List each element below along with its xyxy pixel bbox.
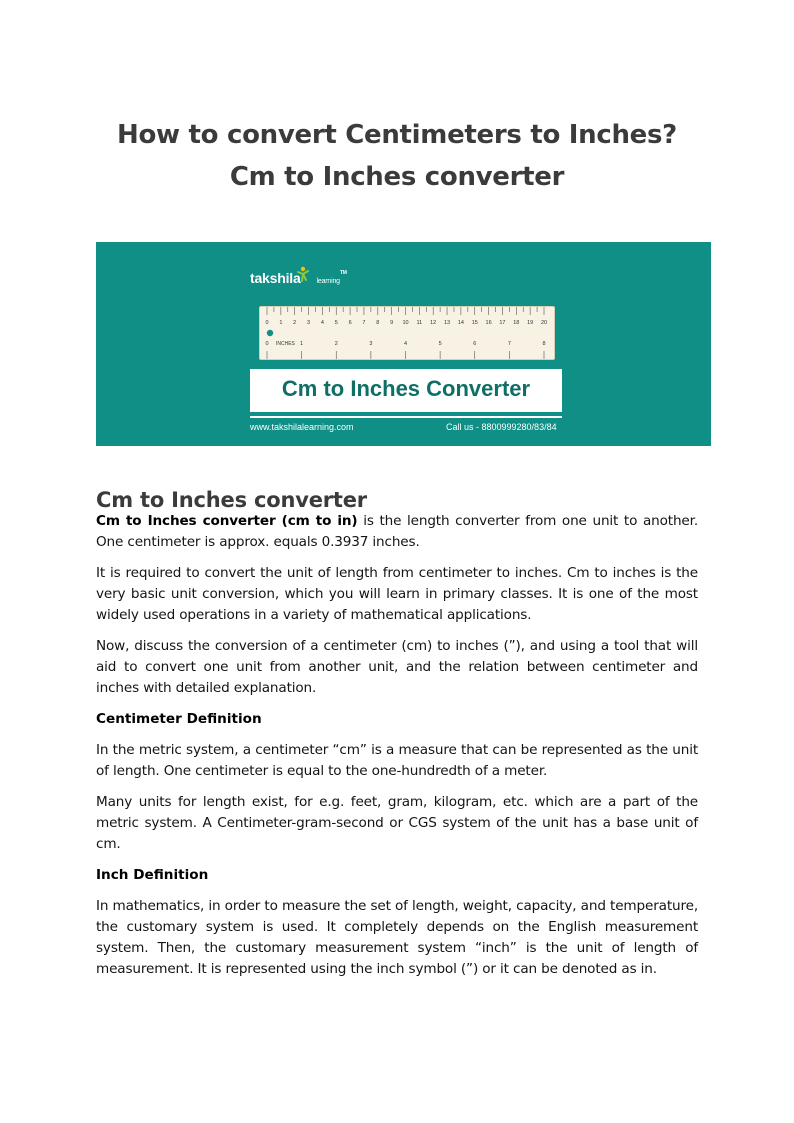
required-paragraph: It is required to convert the unit of length from centimeter to inches. Cm to inches is the very basic unit conversion, which you will learn in primary classes. It is one of the most widely used operations in a variety of mathematical applications. [96, 565, 698, 623]
ruler-cm-label: 8 [376, 320, 380, 326]
brand-name: takshila [250, 270, 301, 286]
ruler-dot [267, 330, 273, 336]
intro-paragraph [96, 511, 698, 553]
inch-paragraph: In mathematics, in order to measure the set of length, weight, capacity, and temperature, the customary system is used. It completely depends on the English measurement system. Then, the customary measurement system “inch” is the unit of length of measurement. It is represented using the inch symbol (”) or it can be denoted as in. [96, 898, 698, 977]
ruler-cm-label: 0 [265, 320, 269, 326]
ruler-cm-label: 16 [485, 320, 492, 326]
banner-caption: Cm to Inches Converter [250, 369, 562, 412]
article-body [96, 511, 698, 990]
ruler-cm-label: 9 [390, 320, 394, 326]
ruler-cm-label: 4 [320, 320, 324, 326]
ruler-cm-label: 14 [457, 320, 464, 326]
ruler-cm-label: 17 [499, 320, 506, 326]
section-heading: Cm to Inches converter [96, 488, 367, 513]
centimeter-paragraph-2: Many units for length exist, for e.g. feet, gram, kilogram, etc. which are a part of the metric system. A Centimeter-gram-second or CGS system of the unit has a base unit of cm. [96, 794, 698, 852]
ruler-cm-label: 2 [293, 320, 297, 326]
centimeter-definition-heading: Centimeter Definition [96, 711, 262, 727]
page-title [96, 114, 698, 198]
ruler-cm-label: 10 [402, 320, 409, 326]
banner-website: www.takshilalearning.com [250, 422, 354, 432]
ruler-cm-label: 7 [362, 320, 366, 326]
ruler-graphic [259, 306, 555, 360]
ruler-cm-label: 13 [443, 320, 451, 326]
page-title-line-2: Cm to Inches converter [229, 162, 565, 193]
ruler-cm-label: 5 [334, 320, 338, 326]
banner-image [96, 242, 711, 446]
banner-call: Call us - 8800999280/83/84 [446, 422, 557, 432]
ruler-inch-label: 0 [265, 341, 269, 347]
ruler-cm-label: 20 [540, 320, 548, 326]
page-title-line-1: How to convert Centimeters to Inches? [117, 120, 677, 151]
brand-logo [250, 270, 347, 286]
brand-tm: TM [339, 270, 347, 276]
ruler-cm-label: 18 [513, 320, 520, 326]
ruler-inch-label: 2 [334, 341, 338, 347]
inch-definition-heading: Inch Definition [96, 867, 209, 883]
brand-sub: learning [316, 278, 340, 285]
ruler-cm-label: 1 [279, 320, 283, 326]
ruler-inch-label: 1 [300, 341, 304, 347]
ruler-inch-label: 3 [369, 341, 373, 347]
ruler-inch-label: 8 [542, 341, 546, 347]
ruler-inch-label: 4 [403, 341, 408, 347]
ruler-cm-label: 19 [527, 320, 534, 326]
ruler-inch-label: 5 [438, 341, 442, 347]
ruler-cm-label: 3 [307, 320, 311, 326]
ruler-cm-label: 11 [416, 320, 423, 326]
intro-rest: is the length converter from one unit to another. One centimeter is approx. equals 0.3937 inches. [96, 513, 698, 550]
discuss-paragraph: Now, discuss the conversion of a centimeter (cm) to inches (”), and using a tool that will aid to convert one unit from another unit, and the relation between centimeter and inches with detailed explanation. [96, 638, 698, 696]
intro-bold: Cm to Inches converter (cm to in) [96, 513, 358, 529]
ruler-cm-label: 15 [471, 320, 478, 326]
ruler-inch-label: 6 [473, 341, 477, 347]
centimeter-paragraph-1: In the metric system, a centimeter “cm” is a measure that can be represented as the unit of length. One centimeter is equal to the one-hundredth of a meter. [96, 742, 698, 779]
ruler-inch-unit-label: INCHES [276, 341, 295, 347]
ruler-inch-label: 7 [507, 341, 511, 347]
ruler-cm-label: 6 [348, 320, 352, 326]
ruler-cm-label: 12 [430, 320, 437, 326]
